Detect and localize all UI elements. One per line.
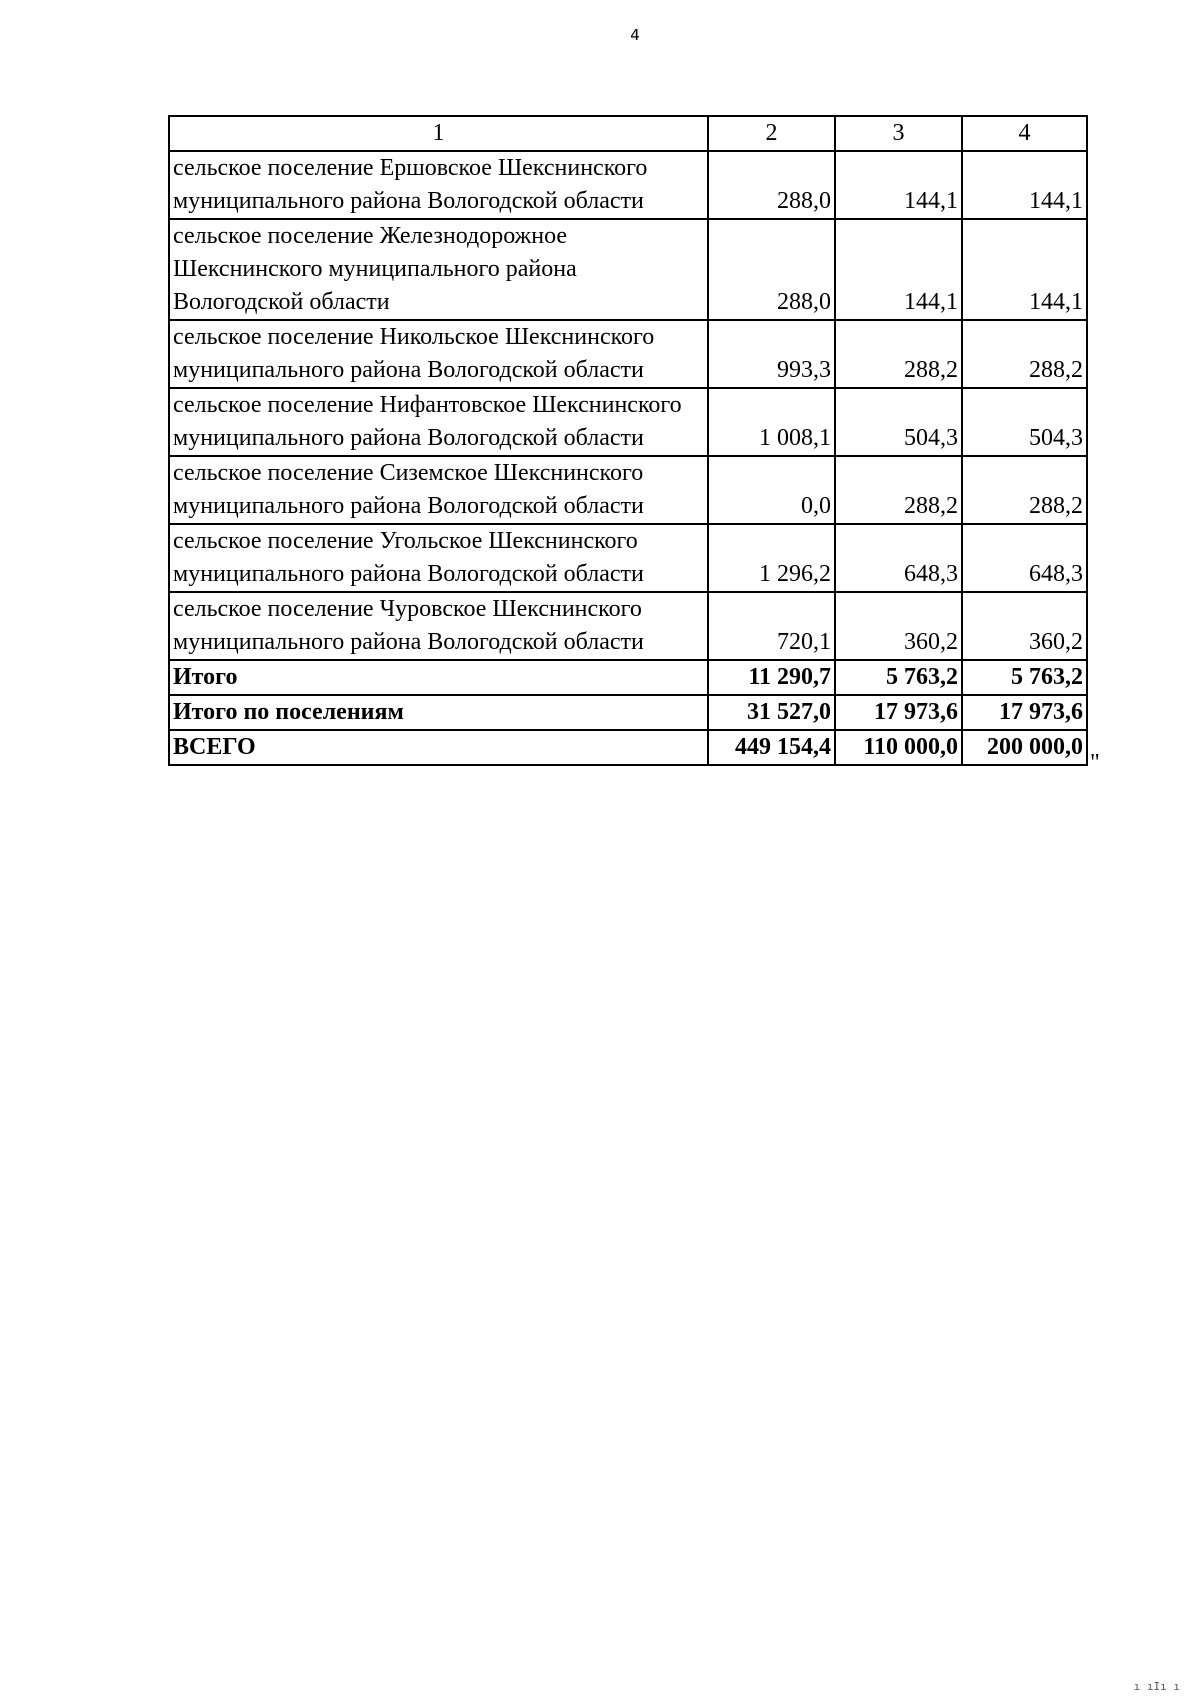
total-label: Итого по поселениям <box>169 695 708 730</box>
total-label: Итого <box>169 660 708 695</box>
total-col-3: 110 000,0 <box>835 730 962 765</box>
settlement-name: сельское поселение Сиземское Шекснинского муниципального района Вологодской области <box>169 456 708 524</box>
allocation-table <box>168 115 1088 766</box>
value-col-4: 144,1 <box>962 219 1087 320</box>
value-col-3: 648,3 <box>835 524 962 592</box>
total-col-2: 449 154,4 <box>708 730 835 765</box>
subtotal-row <box>169 660 1087 695</box>
value-col-3: 144,1 <box>835 219 962 320</box>
value-col-2: 1 296,2 <box>708 524 835 592</box>
page-number: 4 <box>630 26 640 44</box>
table-row <box>169 219 1087 320</box>
total-col-4: 5 763,2 <box>962 660 1087 695</box>
settlement-name: сельское поселение Ершовское Шекснинского муниципального района Вологодской области <box>169 151 708 219</box>
value-col-2: 720,1 <box>708 592 835 660</box>
value-col-2: 993,3 <box>708 320 835 388</box>
value-col-3: 504,3 <box>835 388 962 456</box>
closing-quote-mark: " <box>1090 750 1100 776</box>
total-col-3: 17 973,6 <box>835 695 962 730</box>
settlement-name: сельское поселение Чуровское Шекснинского муниципального района Вологодской области <box>169 592 708 660</box>
column-header-4: 4 <box>962 116 1087 151</box>
scan-artifact-marks: ı ıIı ı <box>1133 1680 1180 1693</box>
value-col-3: 288,2 <box>835 320 962 388</box>
value-col-2: 288,0 <box>708 219 835 320</box>
value-col-4: 360,2 <box>962 592 1087 660</box>
settlement-name: сельское поселение Железнодорожное Шекснинского муниципального района Вологодской области <box>169 219 708 320</box>
total-col-2: 31 527,0 <box>708 695 835 730</box>
total-col-3: 5 763,2 <box>835 660 962 695</box>
value-col-2: 0,0 <box>708 456 835 524</box>
value-col-2: 288,0 <box>708 151 835 219</box>
value-col-3: 360,2 <box>835 592 962 660</box>
value-col-4: 144,1 <box>962 151 1087 219</box>
table-row <box>169 320 1087 388</box>
total-col-4: 200 000,0 <box>962 730 1087 765</box>
total-label: ВСЕГО <box>169 730 708 765</box>
value-col-4: 648,3 <box>962 524 1087 592</box>
value-col-2: 1 008,1 <box>708 388 835 456</box>
value-col-3: 288,2 <box>835 456 962 524</box>
table-row <box>169 592 1087 660</box>
total-col-2: 11 290,7 <box>708 660 835 695</box>
value-col-4: 288,2 <box>962 456 1087 524</box>
table-header-row <box>169 116 1087 151</box>
total-col-4: 17 973,6 <box>962 695 1087 730</box>
grand-total-row <box>169 730 1087 765</box>
column-header-3: 3 <box>835 116 962 151</box>
settlement-name: сельское поселение Нифантовское Шекснинского муниципального района Вологодской области <box>169 388 708 456</box>
table-row <box>169 524 1087 592</box>
value-col-4: 504,3 <box>962 388 1087 456</box>
table-row <box>169 456 1087 524</box>
table-row <box>169 388 1087 456</box>
settlements-total-row <box>169 695 1087 730</box>
value-col-4: 288,2 <box>962 320 1087 388</box>
settlement-name: сельское поселение Никольское Шекснинского муниципального района Вологодской области <box>169 320 708 388</box>
table-row <box>169 151 1087 219</box>
value-col-3: 144,1 <box>835 151 962 219</box>
settlement-name: сельское поселение Угольское Шекснинского муниципального района Вологодской области <box>169 524 708 592</box>
column-header-2: 2 <box>708 116 835 151</box>
column-header-1: 1 <box>169 116 708 151</box>
